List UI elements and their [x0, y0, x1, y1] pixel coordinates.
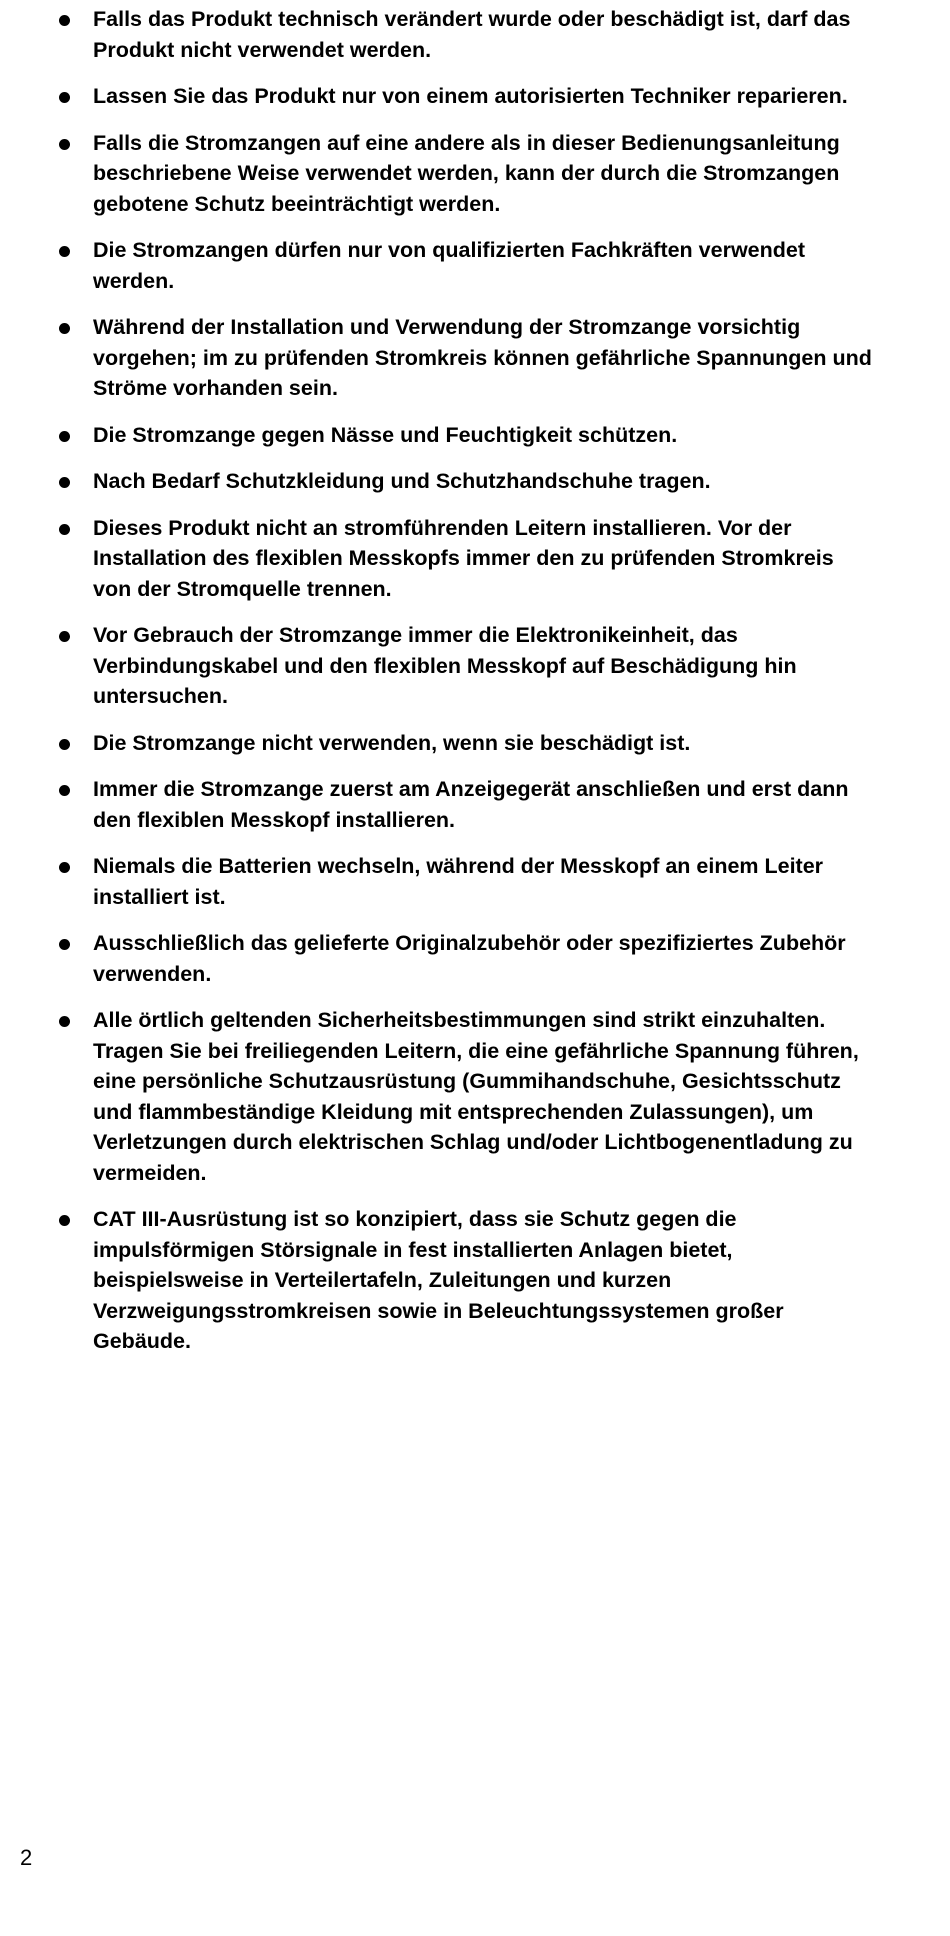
list-item-text: Falls das Produkt technisch verändert wurde oder beschädigt ist, darf das Produkt nicht verwendet werden.: [93, 7, 851, 62]
list-item: [56, 620, 876, 712]
bullet-icon: [59, 739, 70, 750]
list-item-text: Lassen Sie das Produkt nur von einem autorisierten Techniker reparieren.: [93, 84, 848, 108]
bullet-icon: [59, 862, 70, 873]
bullet-icon: [59, 139, 70, 150]
list-item: [56, 513, 876, 605]
list-item: [56, 728, 876, 759]
list-item: [56, 4, 876, 65]
bullet-icon: [59, 92, 70, 103]
list-item-text: Ausschließlich das gelieferte Originalzubehör oder spezifiziertes Zubehör verwenden.: [93, 931, 846, 986]
bullet-icon: [59, 524, 70, 535]
safety-instructions: [56, 4, 876, 1373]
list-item-text: Die Stromzangen dürfen nur von qualifizierten Fachkräften verwendet werden.: [93, 238, 806, 293]
list-item-text: Während der Installation und Verwendung der Stromzange vorsichtig vorgehen; im zu prüfenden Stromkreis können gefährliche Spannungen und Ströme vorhanden sein.: [93, 315, 872, 400]
bullet-icon: [59, 246, 70, 257]
bullet-icon: [59, 323, 70, 334]
bullet-icon: [59, 431, 70, 442]
bullet-icon: [59, 939, 70, 950]
list-item-text: Die Stromzange nicht verwenden, wenn sie beschädigt ist.: [93, 730, 691, 755]
page-number: 2: [20, 1845, 33, 1870]
bullet-icon: [59, 477, 70, 488]
list-item-text: Niemals die Batterien wechseln, während der Messkopf an einem Leiter installiert ist.: [93, 854, 824, 909]
list-item: [56, 420, 876, 451]
bullet-icon: [59, 15, 70, 26]
list-item-text: Immer die Stromzange zuerst am Anzeigegerät anschließen und erst dann den flexiblen Messkopf installieren.: [93, 777, 849, 832]
list-item: [56, 1005, 876, 1188]
list-item-text: Nach Bedarf Schutzkleidung und Schutzhandschuhe tragen.: [93, 469, 711, 493]
list-item: [56, 128, 876, 220]
bullet-icon: [59, 1215, 70, 1226]
list-item-text: Alle örtlich geltenden Sicherheitsbestimmungen sind strikt einzuhalten. Tragen Sie bei freiliegenden Leitern, die eine gefährliche Spannung führen, eine persönliche Schutzausrüstung (Gummihandschuhe, Gesichtsschutz und flammbeständige Kleidung mit entsprechenden Zulassungen), um Verletzungen durch elektrischen Schlag und/oder Lichtbogenentladung zu vermeiden.: [93, 1008, 859, 1185]
list-item-text: Dieses Produkt nicht an stromführenden Leitern installieren. Vor der Installation des flexiblen Messkopfs immer den zu prüfenden Stromkreis von der Stromquelle trennen.: [93, 515, 834, 601]
list-item: [56, 851, 876, 912]
bullet-icon: [59, 1016, 70, 1027]
list-item: [56, 235, 876, 296]
list-item: [56, 466, 876, 497]
bullet-icon: [59, 785, 70, 796]
list-item-text: Falls die Stromzangen auf eine andere als in dieser Bedienungsanleitung beschriebene Weise verwendet werden, kann der durch die Stromzangen gebotene Schutz beeinträchtigt werden.: [93, 130, 840, 216]
list-item: [56, 1204, 876, 1357]
bullet-icon: [59, 631, 70, 642]
safety-bullet-list: [56, 4, 876, 1357]
list-item-text: Vor Gebrauch der Stromzange immer die Elektronikeinheit, das Verbindungskabel und den flexiblen Messkopf auf Beschädigung hin untersuchen.: [93, 623, 797, 708]
list-item: [56, 81, 876, 112]
list-item-text: CAT III-Ausrüstung ist so konzipiert, dass sie Schutz gegen die impulsförmigen Störsignale in fest installierten Anlagen bietet, beispielsweise in Verteilertafeln, Zuleitungen und kurzen Verzweigungsstromkreisen sowie in Beleuchtungssystemen großer Gebäude.: [93, 1207, 784, 1353]
list-item-text: Die Stromzange gegen Nässe und Feuchtigkeit schützen.: [93, 422, 678, 447]
list-item: [56, 928, 876, 989]
list-item: [56, 774, 876, 835]
list-item: [56, 312, 876, 404]
